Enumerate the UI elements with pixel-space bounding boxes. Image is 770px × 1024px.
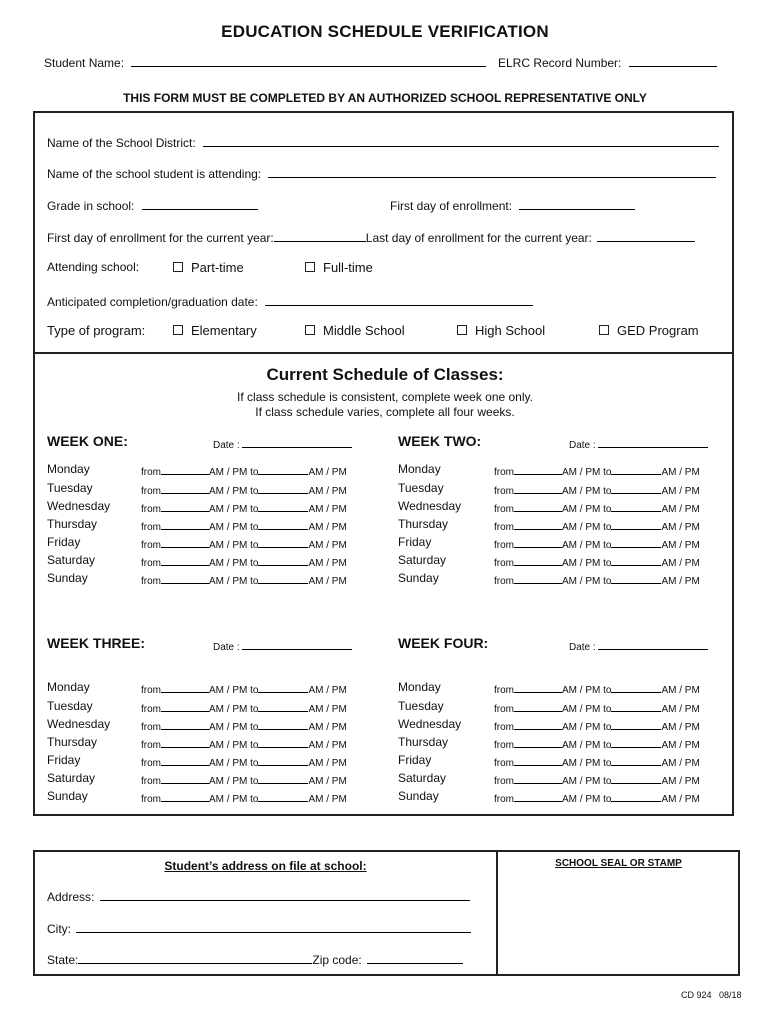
time-range-row — [141, 755, 347, 769]
from-label: from — [141, 739, 161, 751]
ampm-to-label: AM / PM to — [562, 794, 612, 805]
start-time-field[interactable] — [161, 501, 209, 512]
time-range-row — [494, 501, 700, 515]
end-time-field[interactable] — [611, 501, 661, 512]
day-label: Saturday — [398, 553, 447, 567]
end-time-field[interactable] — [258, 791, 308, 802]
date-label: Date : — [569, 642, 596, 653]
day-label: Tuesday — [47, 480, 93, 495]
end-time-field[interactable] — [611, 464, 661, 475]
from-label: from — [141, 558, 161, 569]
part-time-option[interactable] — [173, 260, 244, 275]
day-label: Thursday — [47, 516, 98, 531]
record-number-field[interactable] — [629, 53, 717, 67]
week-heading: WEEK ONE: — [47, 433, 128, 449]
end-time-field[interactable] — [258, 555, 308, 566]
day-label: Sunday — [47, 789, 88, 803]
day-label: Thursday — [398, 734, 449, 749]
program-row — [47, 323, 145, 338]
time-range-row — [141, 701, 347, 715]
start-time-field[interactable] — [514, 737, 562, 748]
ampm-to-label: AM / PM to — [209, 721, 259, 733]
time-range-row — [494, 464, 700, 478]
ampm-label: AM / PM — [661, 739, 700, 751]
full-time-label: Full-time — [323, 260, 373, 275]
current-year-row — [47, 228, 695, 245]
schedule-note-varies: If class schedule varies, complete all four weeks. — [255, 405, 515, 419]
ampm-label: AM / PM — [308, 757, 347, 769]
end-time-field[interactable] — [258, 519, 308, 530]
from-label: from — [494, 794, 514, 805]
ampm-to-label: AM / PM to — [562, 539, 612, 551]
start-time-field[interactable] — [161, 483, 209, 494]
start-time-field[interactable] — [514, 464, 562, 475]
time-range-row — [494, 719, 700, 733]
start-time-field[interactable] — [514, 719, 562, 730]
week-date-row — [569, 437, 708, 451]
middle-school-label: Middle School — [323, 323, 405, 338]
day-label: Saturday — [47, 771, 96, 785]
ampm-to-label: AM / PM to — [562, 757, 612, 769]
time-range-row — [494, 791, 700, 805]
end-time-field[interactable] — [611, 737, 661, 748]
city-row — [47, 919, 471, 936]
day-label: Wednesday — [47, 498, 111, 513]
ampm-to-label: AM / PM to — [209, 576, 259, 587]
ampm-label: AM / PM — [308, 739, 347, 751]
day-label: Monday — [398, 462, 441, 476]
from-label: from — [141, 703, 161, 715]
grade-field[interactable] — [142, 196, 258, 210]
from-label: from — [141, 776, 161, 787]
day-label: Tuesday — [398, 698, 444, 713]
ampm-label: AM / PM — [661, 794, 700, 805]
week-date-field[interactable] — [598, 639, 708, 650]
record-number-label: ELRC Record Number: — [498, 56, 622, 70]
from-label: from — [494, 721, 514, 733]
date-label: Date : — [213, 440, 240, 451]
elementary-label: Elementary — [191, 323, 257, 338]
first-day-current-label: First day of enrollment for the current year: — [47, 231, 274, 245]
start-time-field[interactable] — [514, 755, 562, 766]
time-range-row — [494, 573, 700, 587]
day-label: Monday — [398, 680, 441, 694]
ampm-to-label: AM / PM to — [209, 539, 259, 551]
district-label: Name of the School District: — [47, 136, 196, 150]
ampm-label: AM / PM — [661, 539, 700, 551]
ampm-label: AM / PM — [661, 576, 700, 587]
ampm-to-label: AM / PM to — [209, 776, 259, 787]
end-time-field[interactable] — [611, 483, 661, 494]
day-label: Wednesday — [398, 716, 462, 731]
grade-label: Grade in school: — [47, 199, 135, 213]
end-time-field[interactable] — [258, 501, 308, 512]
first-day-row — [390, 196, 635, 213]
ampm-to-label: AM / PM to — [209, 757, 259, 769]
ampm-label: AM / PM — [308, 521, 347, 533]
week-heading: WEEK TWO: — [398, 433, 482, 449]
completion-row — [47, 292, 533, 309]
from-label: from — [141, 503, 161, 515]
from-label: from — [141, 485, 161, 497]
start-time-field[interactable] — [161, 573, 209, 584]
start-time-field[interactable] — [161, 791, 209, 802]
time-range-row — [141, 791, 347, 805]
ged-checkbox[interactable] — [599, 325, 609, 335]
from-label: from — [141, 757, 161, 769]
part-time-label: Part-time — [191, 260, 244, 275]
last-day-current-field[interactable] — [597, 228, 695, 242]
time-range-row — [494, 701, 700, 715]
ampm-to-label: AM / PM to — [562, 521, 612, 533]
from-label: from — [141, 539, 161, 551]
attending-row — [47, 260, 139, 274]
start-time-field[interactable] — [514, 483, 562, 494]
end-time-field[interactable] — [258, 737, 308, 748]
from-label: from — [494, 558, 514, 569]
ampm-label: AM / PM — [661, 521, 700, 533]
ampm-label: AM / PM — [661, 685, 700, 696]
address-seal-divider — [496, 852, 498, 974]
ampm-to-label: AM / PM to — [562, 485, 612, 497]
time-range-row — [141, 501, 347, 515]
from-label: from — [141, 794, 161, 805]
time-range-row — [494, 519, 700, 533]
from-label: from — [141, 521, 161, 533]
ampm-label: AM / PM — [308, 776, 347, 787]
start-time-field[interactable] — [514, 501, 562, 512]
record-number-row — [498, 53, 717, 70]
end-time-field[interactable] — [611, 701, 661, 712]
schedule-title: Current Schedule of Classes: — [266, 365, 504, 384]
ampm-to-label: AM / PM to — [562, 558, 612, 569]
ampm-to-label: AM / PM to — [209, 558, 259, 569]
day-label: Tuesday — [47, 698, 93, 713]
student-name-field[interactable] — [131, 53, 486, 67]
ampm-to-label: AM / PM to — [562, 685, 612, 696]
ampm-label: AM / PM — [308, 539, 347, 551]
address-row — [47, 887, 470, 904]
week-date-row — [213, 639, 352, 653]
ampm-label: AM / PM — [308, 576, 347, 587]
ampm-label: AM / PM — [661, 485, 700, 497]
district-row — [47, 133, 719, 150]
state-label: State: — [47, 953, 79, 967]
end-time-field[interactable] — [611, 682, 661, 693]
grade-row — [47, 196, 258, 213]
end-time-field[interactable] — [611, 555, 661, 566]
address-label: Address: — [47, 890, 95, 904]
ampm-label: AM / PM — [308, 721, 347, 733]
full-time-option[interactable] — [305, 260, 373, 275]
part-time-checkbox[interactable] — [173, 262, 183, 272]
time-range-row — [141, 682, 347, 696]
student-name-row — [44, 53, 486, 70]
ampm-to-label: AM / PM to — [562, 703, 612, 715]
ampm-to-label: AM / PM to — [209, 703, 259, 715]
time-range-row — [494, 755, 700, 769]
time-range-row — [141, 537, 347, 551]
first-day-label: First day of enrollment: — [390, 199, 513, 213]
start-time-field[interactable] — [514, 773, 562, 784]
from-label: from — [141, 576, 161, 587]
time-range-row — [141, 773, 347, 787]
end-time-field[interactable] — [258, 682, 308, 693]
school-seal-label: SCHOOL SEAL OR STAMP — [555, 858, 682, 869]
week-date-row — [213, 437, 352, 451]
city-label: City: — [47, 922, 71, 936]
ampm-label: AM / PM — [308, 558, 347, 569]
week-heading: WEEK THREE: — [47, 635, 145, 651]
end-time-field[interactable] — [258, 755, 308, 766]
ampm-label: AM / PM — [661, 757, 700, 769]
ampm-to-label: AM / PM to — [209, 503, 259, 515]
week-date-row — [569, 639, 708, 653]
day-label: Friday — [47, 534, 81, 549]
day-label: Friday — [398, 534, 432, 549]
first-day-current-field[interactable] — [274, 228, 366, 242]
time-range-row — [141, 719, 347, 733]
schedule-note-consistent: If class schedule is consistent, complete week one only. — [237, 390, 533, 404]
time-range-row — [141, 737, 347, 751]
completion-field[interactable] — [265, 292, 533, 306]
day-label: Sunday — [47, 571, 88, 585]
week-heading: WEEK FOUR: — [398, 635, 489, 651]
day-label: Friday — [398, 752, 432, 767]
day-label: Wednesday — [398, 498, 462, 513]
ampm-to-label: AM / PM to — [562, 467, 612, 478]
start-time-field[interactable] — [514, 519, 562, 530]
authorization-notice: THIS FORM MUST BE COMPLETED BY AN AUTHORIZED SCHOOL REPRESENTATIVE ONLY — [123, 91, 647, 105]
from-label: from — [494, 503, 514, 515]
day-label: Saturday — [47, 553, 96, 567]
program-option-high-school[interactable] — [457, 323, 545, 338]
time-range-row — [494, 773, 700, 787]
start-time-field[interactable] — [514, 791, 562, 802]
from-label: from — [494, 539, 514, 551]
ampm-to-label: AM / PM to — [209, 485, 259, 497]
attending-label: Attending school: — [47, 260, 140, 274]
address-title: Student’s address on file at school: — [164, 859, 367, 873]
time-range-row — [494, 682, 700, 696]
from-label: from — [141, 467, 161, 478]
ampm-to-label: AM / PM to — [562, 576, 612, 587]
first-day-field[interactable] — [519, 196, 635, 210]
middle-school-checkbox[interactable] — [305, 325, 315, 335]
end-time-field[interactable] — [611, 719, 661, 730]
day-label: Thursday — [47, 734, 98, 749]
end-time-field[interactable] — [611, 773, 661, 784]
time-range-row — [141, 519, 347, 533]
school-row — [47, 164, 716, 181]
start-time-field[interactable] — [161, 464, 209, 475]
ampm-label: AM / PM — [308, 703, 347, 715]
ampm-to-label: AM / PM to — [562, 776, 612, 787]
time-range-row — [141, 555, 347, 569]
ampm-label: AM / PM — [308, 485, 347, 497]
end-time-field[interactable] — [258, 573, 308, 584]
zip-label: Zip code: — [312, 953, 362, 967]
from-label: from — [494, 739, 514, 751]
end-time-field[interactable] — [611, 573, 661, 584]
time-range-row — [494, 555, 700, 569]
ampm-to-label: AM / PM to — [562, 503, 612, 515]
ampm-label: AM / PM — [661, 721, 700, 733]
start-time-field[interactable] — [161, 555, 209, 566]
ampm-to-label: AM / PM to — [209, 794, 259, 805]
ampm-to-label: AM / PM to — [562, 739, 612, 751]
ampm-label: AM / PM — [308, 503, 347, 515]
start-time-field[interactable] — [514, 537, 562, 548]
day-label: Saturday — [398, 771, 447, 785]
high-school-checkbox[interactable] — [457, 325, 467, 335]
start-time-field[interactable] — [161, 682, 209, 693]
ampm-label: AM / PM — [308, 794, 347, 805]
start-time-field[interactable] — [514, 701, 562, 712]
time-range-row — [141, 573, 347, 587]
day-label: Thursday — [398, 516, 449, 531]
day-label: Monday — [47, 680, 90, 694]
start-time-field[interactable] — [161, 701, 209, 712]
zip-field[interactable] — [367, 950, 463, 964]
completion-label: Anticipated completion/graduation date: — [47, 295, 258, 309]
school-label: Name of the school student is attending: — [47, 167, 262, 181]
time-range-row — [494, 537, 700, 551]
end-time-field[interactable] — [611, 755, 661, 766]
day-label: Sunday — [398, 789, 439, 803]
start-time-field[interactable] — [161, 737, 209, 748]
from-label: from — [494, 467, 514, 478]
student-name-label: Student Name: — [44, 56, 125, 70]
end-time-field[interactable] — [258, 719, 308, 730]
district-field[interactable] — [203, 133, 719, 147]
ampm-to-label: AM / PM to — [209, 521, 259, 533]
from-label: from — [494, 703, 514, 715]
form-code: CD 924 08/18 — [681, 990, 742, 1000]
ampm-label: AM / PM — [661, 776, 700, 787]
address-field[interactable] — [100, 887, 470, 901]
last-day-current-label: Last day of enrollment for the current year: — [365, 231, 592, 245]
start-time-field[interactable] — [161, 773, 209, 784]
ampm-to-label: AM / PM to — [562, 721, 612, 733]
high-school-label: High School — [475, 323, 546, 338]
start-time-field[interactable] — [161, 719, 209, 730]
from-label: from — [141, 685, 161, 696]
from-label: from — [494, 685, 514, 696]
form-title: EDUCATION SCHEDULE VERIFICATION — [221, 22, 549, 41]
ampm-label: AM / PM — [661, 703, 700, 715]
end-time-field[interactable] — [258, 464, 308, 475]
school-field[interactable] — [268, 164, 716, 178]
start-time-field[interactable] — [161, 755, 209, 766]
day-label: Wednesday — [47, 716, 111, 731]
day-label: Sunday — [398, 571, 439, 585]
state-field[interactable] — [78, 950, 312, 964]
ampm-label: AM / PM — [308, 685, 347, 696]
ampm-to-label: AM / PM to — [209, 467, 259, 478]
start-time-field[interactable] — [161, 537, 209, 548]
program-option-elementary[interactable] — [173, 323, 257, 338]
from-label: from — [494, 485, 514, 497]
from-label: from — [494, 576, 514, 587]
date-label: Date : — [569, 440, 596, 451]
from-label: from — [494, 521, 514, 533]
ampm-to-label: AM / PM to — [209, 685, 259, 696]
ampm-label: AM / PM — [308, 467, 347, 478]
start-time-field[interactable] — [514, 573, 562, 584]
day-label: Tuesday — [398, 480, 444, 495]
from-label: from — [141, 721, 161, 733]
from-label: from — [494, 776, 514, 787]
day-label: Friday — [47, 752, 81, 767]
full-time-checkbox[interactable] — [305, 262, 315, 272]
start-time-field[interactable] — [161, 519, 209, 530]
week-date-field[interactable] — [598, 437, 708, 448]
ged-label: GED Program — [617, 323, 699, 338]
program-label: Type of program: — [47, 323, 146, 338]
end-time-field[interactable] — [258, 537, 308, 548]
date-label: Date : — [213, 642, 240, 653]
end-time-field[interactable] — [258, 701, 308, 712]
state-zip-row — [47, 950, 463, 967]
elementary-checkbox[interactable] — [173, 325, 183, 335]
start-time-field[interactable] — [514, 682, 562, 693]
week-date-field[interactable] — [242, 437, 352, 448]
ampm-label: AM / PM — [661, 467, 700, 478]
end-time-field[interactable] — [258, 773, 308, 784]
time-range-row — [141, 464, 347, 478]
ampm-label: AM / PM — [661, 558, 700, 569]
program-option-middle-school[interactable] — [305, 323, 405, 338]
ampm-to-label: AM / PM to — [209, 739, 259, 751]
end-time-field[interactable] — [611, 519, 661, 530]
time-range-row — [494, 737, 700, 751]
start-time-field[interactable] — [514, 555, 562, 566]
ampm-label: AM / PM — [661, 503, 700, 515]
city-field[interactable] — [76, 919, 471, 933]
end-time-field[interactable] — [611, 791, 661, 802]
program-option-ged[interactable] — [599, 323, 699, 338]
end-time-field[interactable] — [258, 483, 308, 494]
from-label: from — [494, 757, 514, 769]
day-label: Monday — [47, 462, 90, 476]
time-range-row — [141, 483, 347, 497]
end-time-field[interactable] — [611, 537, 661, 548]
week-date-field[interactable] — [242, 639, 352, 650]
time-range-row — [494, 483, 700, 497]
